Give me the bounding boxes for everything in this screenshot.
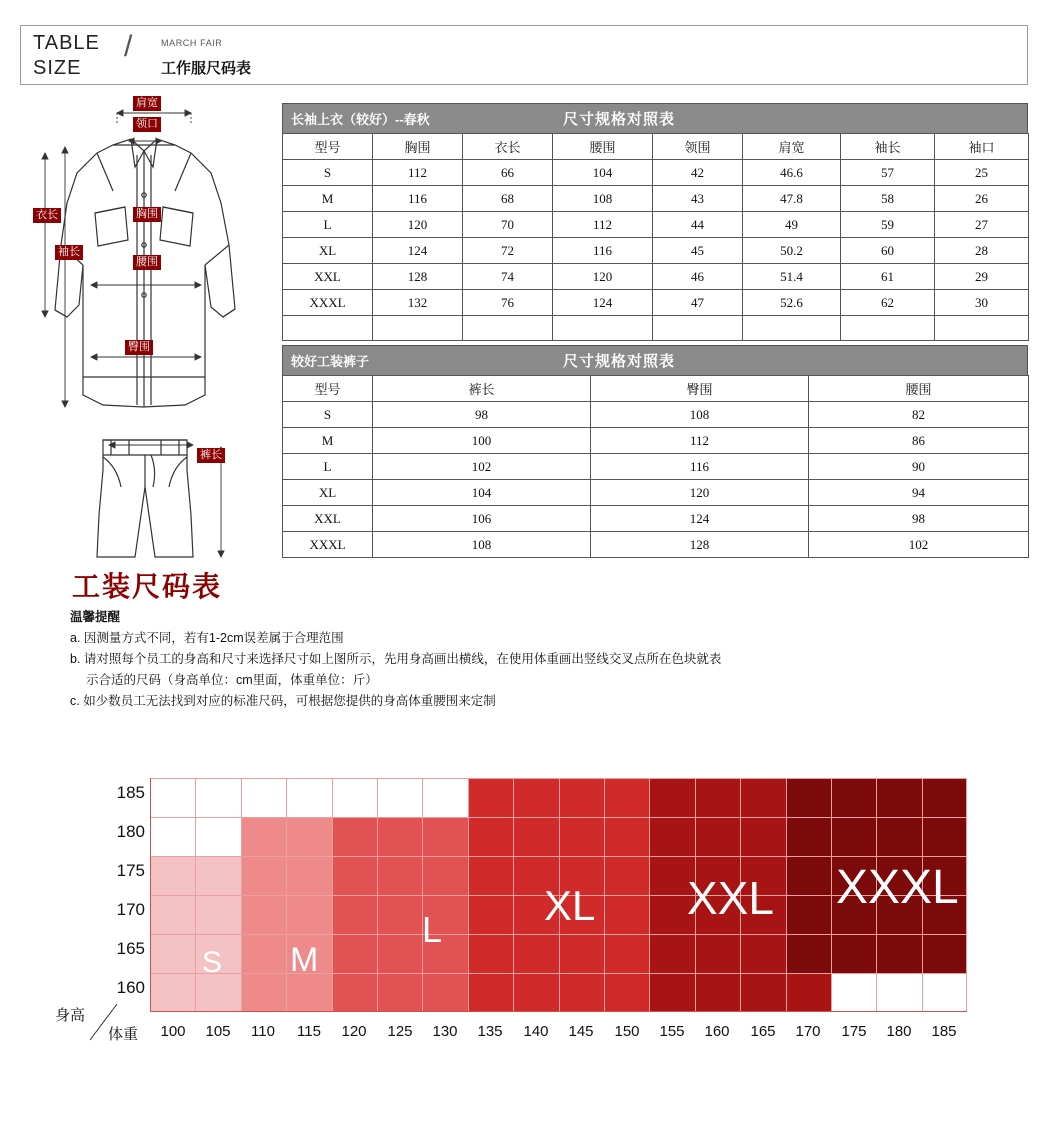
cell: 102	[809, 532, 1029, 558]
table-row	[283, 212, 1029, 238]
cell: 108	[373, 532, 591, 558]
cell	[653, 316, 743, 341]
cell: 29	[935, 264, 1029, 290]
page-title-line1: TABLE	[33, 32, 100, 54]
garment-illustration	[25, 95, 270, 560]
table-row	[283, 186, 1029, 212]
cell: XXL	[283, 506, 373, 532]
cell: 116	[591, 454, 809, 480]
pants-table-subtitle: 尺寸规格对照表	[563, 353, 676, 370]
x-tick-label: 160	[704, 1023, 730, 1040]
cell: 58	[841, 186, 935, 212]
col-header: 型号	[283, 376, 373, 402]
tag-coat-length: 衣长	[33, 208, 61, 223]
cell: 57	[841, 160, 935, 186]
cell: 108	[553, 186, 653, 212]
y-tick-label: 180	[116, 822, 145, 841]
cell: 128	[591, 532, 809, 558]
x-tick-label: 120	[341, 1023, 367, 1040]
tag-chest: 胸围	[133, 207, 161, 222]
section-title: 工装尺码表	[72, 571, 223, 602]
cell: XXXL	[283, 290, 373, 316]
table-row	[283, 454, 1029, 480]
cell: 120	[553, 264, 653, 290]
cell: XL	[283, 238, 373, 264]
cell	[463, 316, 553, 341]
table-row	[283, 480, 1029, 506]
gridline	[150, 934, 967, 935]
size-matrix-chart	[55, 778, 967, 1043]
pants-table-header	[282, 345, 1028, 375]
page-title-line2: SIZE	[33, 57, 82, 79]
cell: XXXL	[283, 532, 373, 558]
y-tick-label: 160	[116, 978, 145, 997]
cell: 66	[463, 160, 553, 186]
cell: 124	[553, 290, 653, 316]
cell: 98	[809, 506, 1029, 532]
y-tick-label: 185	[116, 783, 145, 802]
cell: 52.6	[743, 290, 841, 316]
note-line-b: b. 请对照每个员工的身高和尺寸来选择尺寸如上图所示，先用身高画出横线，在使用体重画出竖线交叉点所在色块就表	[70, 652, 722, 666]
header-box	[20, 25, 1028, 85]
col-header: 腰围	[553, 134, 653, 160]
cell: 86	[809, 428, 1029, 454]
cell: 94	[809, 480, 1029, 506]
cell: L	[283, 212, 373, 238]
cell: 46.6	[743, 160, 841, 186]
table-row	[283, 238, 1029, 264]
x-tick-label: 155	[659, 1023, 685, 1040]
cell: 42	[653, 160, 743, 186]
x-tick-label: 140	[523, 1023, 549, 1040]
x-tick-label: 110	[251, 1023, 275, 1040]
page-title	[33, 31, 100, 81]
y-tick-label: 170	[116, 900, 145, 919]
gridline	[150, 973, 967, 974]
cell: 59	[841, 212, 935, 238]
table-row	[283, 316, 1029, 341]
pants-size-table	[282, 345, 1028, 558]
axis-line-y	[150, 778, 151, 1012]
note-line-b-cont: 示合适的尺码（身高单位：cm里面，体重单位：斤）	[86, 673, 378, 687]
cell: 124	[591, 506, 809, 532]
cell	[553, 316, 653, 341]
tag-collar: 领口	[133, 117, 161, 132]
x-axis-label: 体重	[108, 1026, 139, 1043]
x-tick-label: 165	[750, 1023, 776, 1040]
col-header: 袖长	[841, 134, 935, 160]
cell: S	[283, 160, 373, 186]
cell: 47	[653, 290, 743, 316]
table-row	[283, 402, 1029, 428]
tag-pants-length: 裤长	[197, 448, 225, 463]
jacket-size-table	[282, 103, 1028, 341]
cell: 112	[553, 212, 653, 238]
cell: XXL	[283, 264, 373, 290]
cell: 112	[591, 428, 809, 454]
y-tick-label: 165	[116, 939, 145, 958]
matrix-label-l: L	[422, 909, 443, 950]
cell: 25	[935, 160, 1029, 186]
table-row	[283, 160, 1029, 186]
notes-title: 温馨提醒	[70, 610, 121, 624]
matrix-label-xl: XL	[544, 882, 596, 929]
pants-table-title: 较好工装裤子	[291, 354, 370, 369]
cell: 106	[373, 506, 591, 532]
cell: 120	[373, 212, 463, 238]
cell: 132	[373, 290, 463, 316]
cell: 120	[591, 480, 809, 506]
x-tick-label: 175	[841, 1023, 867, 1040]
cell: M	[283, 428, 373, 454]
cell: 62	[841, 290, 935, 316]
cell: 70	[463, 212, 553, 238]
table-row	[283, 506, 1029, 532]
jacket-table-title: 长袖上衣（较好）--春秋	[291, 112, 430, 127]
gridline	[150, 856, 967, 857]
cell: 46	[653, 264, 743, 290]
jacket-table-subtitle: 尺寸规格对照表	[563, 111, 676, 128]
gridline	[150, 778, 967, 779]
cell: 98	[373, 402, 591, 428]
cell: 45	[653, 238, 743, 264]
jacket-table	[282, 133, 1029, 341]
table-header-row	[283, 134, 1029, 160]
col-header: 裤长	[373, 376, 591, 402]
cell: S	[283, 402, 373, 428]
y-tick-label: 175	[116, 861, 145, 880]
cell	[283, 316, 373, 341]
cell: 44	[653, 212, 743, 238]
axis-corner-slash	[55, 1000, 150, 1044]
header-slash: /	[124, 30, 133, 63]
col-header: 胸围	[373, 134, 463, 160]
cell	[935, 316, 1029, 341]
cell: 108	[591, 402, 809, 428]
x-tick-label: 125	[387, 1023, 413, 1040]
note-line-a: a. 因测量方式不同，若有1-2cm误差属于合理范围	[70, 631, 344, 645]
table-row	[283, 532, 1029, 558]
table-header-row	[283, 376, 1029, 402]
cell: 27	[935, 212, 1029, 238]
cell: 26	[935, 186, 1029, 212]
cell: 61	[841, 264, 935, 290]
cell: 74	[463, 264, 553, 290]
tag-waist: 腰围	[133, 255, 161, 270]
matrix-label-m: M	[290, 941, 319, 979]
cell: 30	[935, 290, 1029, 316]
x-tick-label: 130	[432, 1023, 458, 1040]
col-header: 领围	[653, 134, 743, 160]
cell: 82	[809, 402, 1029, 428]
cell: M	[283, 186, 373, 212]
header-subtitle: 工作服尺码表	[161, 60, 252, 77]
cell: XL	[283, 480, 373, 506]
axis-line-x	[150, 1011, 967, 1012]
matrix-grid	[150, 778, 967, 1040]
cell: 116	[553, 238, 653, 264]
table-row	[283, 428, 1029, 454]
cell: 60	[841, 238, 935, 264]
jacket-table-header	[282, 103, 1028, 133]
col-header: 型号	[283, 134, 373, 160]
col-header: 袖口	[935, 134, 1029, 160]
cell: 124	[373, 238, 463, 264]
col-header: 臀围	[591, 376, 809, 402]
cell: 104	[373, 480, 591, 506]
x-tick-label: 115	[297, 1023, 321, 1040]
cell: 51.4	[743, 264, 841, 290]
tag-shoulder-width: 肩宽	[133, 96, 161, 111]
brand-name: MARCH FAIR	[161, 38, 223, 48]
note-line-c: c. 如少数员工无法找到对应的标准尺码，可根据您提供的身高体重腰围来定制	[70, 694, 496, 708]
cell	[743, 316, 841, 341]
x-tick-label: 185	[931, 1023, 957, 1040]
x-tick-label: 180	[886, 1023, 912, 1040]
table-row	[283, 264, 1029, 290]
x-tick-label: 135	[477, 1023, 503, 1040]
col-header: 腰围	[809, 376, 1029, 402]
notes-block	[70, 607, 970, 712]
cell: 76	[463, 290, 553, 316]
cell: 72	[463, 238, 553, 264]
cell: 116	[373, 186, 463, 212]
table-row	[283, 290, 1029, 316]
cell	[841, 316, 935, 341]
garment-diagram	[25, 95, 270, 560]
matrix-label-xxl: XXL	[687, 872, 774, 924]
tag-sleeve-length: 袖长	[55, 245, 83, 260]
cell: L	[283, 454, 373, 480]
cell	[373, 316, 463, 341]
col-header: 肩宽	[743, 134, 841, 160]
x-tick-label: 100	[160, 1023, 186, 1040]
pants-table	[282, 375, 1029, 558]
x-tick-label: 105	[205, 1023, 231, 1040]
cell: 102	[373, 454, 591, 480]
cell: 90	[809, 454, 1029, 480]
cell: 100	[373, 428, 591, 454]
y-axis-label: 身高	[55, 1007, 86, 1024]
cell: 28	[935, 238, 1029, 264]
cell: 112	[373, 160, 463, 186]
gridline	[150, 817, 967, 818]
matrix-label-s: S	[202, 946, 223, 979]
cell: 47.8	[743, 186, 841, 212]
matrix-label-xxxl: XXXL	[836, 861, 959, 914]
cell: 68	[463, 186, 553, 212]
x-tick-label: 170	[795, 1023, 821, 1040]
cell: 43	[653, 186, 743, 212]
cell: 104	[553, 160, 653, 186]
tag-hip: 臀围	[125, 340, 153, 355]
cell: 50.2	[743, 238, 841, 264]
x-tick-label: 150	[614, 1023, 640, 1040]
cell: 49	[743, 212, 841, 238]
col-header: 衣长	[463, 134, 553, 160]
x-tick-label: 145	[568, 1023, 594, 1040]
cell: 128	[373, 264, 463, 290]
